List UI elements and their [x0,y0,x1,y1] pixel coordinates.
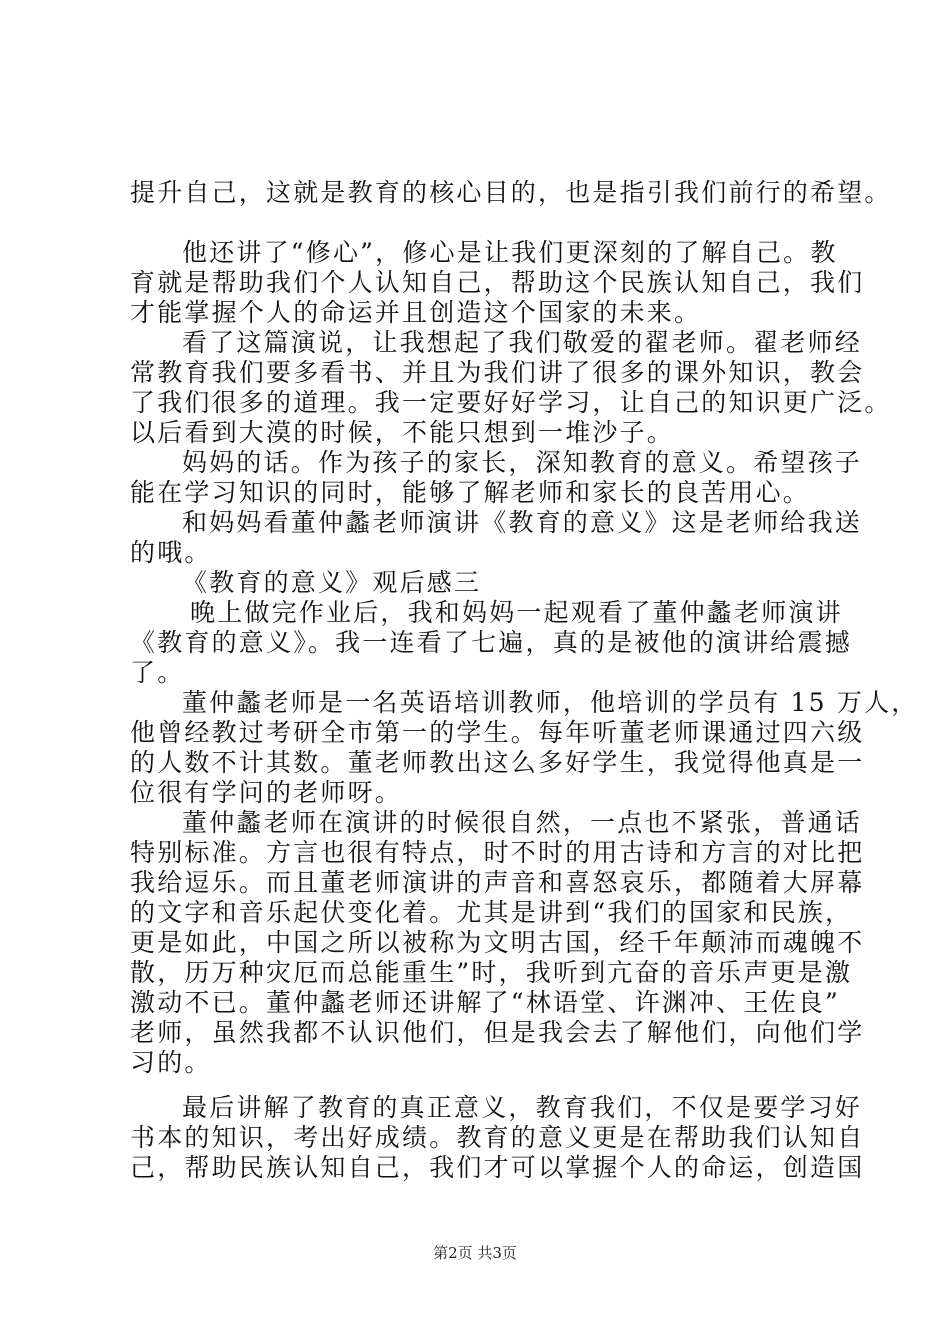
section-heading: 《教育的意义》观后感三 [182,568,482,597]
text-line: 才能掌握个人的命运并且创造这个国家的未来。 [130,298,702,327]
text-line: 他曾经教过考研全市第一的学生。每年听董老师课通过四六级 [130,718,865,747]
page-number-footer: 第2页 共3页 [433,1244,517,1262]
text-line: 习的。 [130,1048,212,1077]
text-line: 更是如此，中国之所以被称为文明古国，经千年颠沛而魂魄不 [130,928,865,957]
text-line: 妈妈的话。作为孩子的家长，深知教育的意义。希望孩子 [182,448,863,477]
text-line: 以后看到大漠的时候，不能只想到一堆沙子。 [130,418,675,447]
text-line: 的文字和音乐起伏变化着。尤其是讲到“我们的国家和民族， [130,898,853,927]
text-line: 位很有学问的老师呀。 [130,778,403,807]
text-line: 晚上做完作业后，我和妈妈一起观看了董仲蠡老师演讲 [190,598,843,627]
text-line: 看了这篇演说，让我想起了我们敬爱的翟老师。翟老师经 [182,328,863,357]
text-line: 和妈妈看董仲蠡老师演讲《教育的意义》这是老师给我送 [182,508,863,537]
text-line: 的人数不计其数。董老师教出这么多好学生，我觉得他真是一 [130,748,865,777]
text-line: 了我们很多的道理。我一定要好好学习，让自己的知识更广泛。 [130,388,892,417]
text-line: 最后讲解了教育的真正意义，教育我们，不仅是要学习好 [182,1093,863,1122]
text-line: 育就是帮助我们个人认知自己，帮助这个民族认知自己，我们 [130,268,865,297]
text-line: 常教育我们要多看书、并且为我们讲了很多的课外知识，教会 [130,358,865,387]
text-line: 董仲蠡老师是一名英语培训教师，他培训的学员有 15 万人， [182,688,919,717]
text-line: 了。 [130,658,185,687]
text-line: 《教育的意义》。我一连看了七遍，真的是被他的演讲给震撼 [130,628,852,657]
text-line: 己，帮助民族认知自己，我们才可以掌握个人的命运，创造国 [130,1153,865,1182]
text-line: 书本的知识，考出好成绩。教育的意义更是在帮助我们认知自 [130,1123,865,1152]
text-line: 特别标准。方言也很有特点，时不时的用古诗和方言的对比把 [130,838,865,867]
text-line: 的哦。 [130,538,212,567]
text-line: 能在学习知识的同时，能够了解老师和家长的良苦用心。 [130,478,811,507]
text-line: 老师，虽然我都不认识他们，但是我会去了解他们，向他们学 [130,1018,865,1047]
text-line: 董仲蠡老师在演讲的时候很自然，一点也不紧张，普通话 [182,808,863,837]
text-line: 我给逗乐。而且董老师演讲的声音和喜怒哀乐，都随着大屏幕 [130,868,865,897]
text-line: 激动不已。董仲蠡老师还讲解了“林语堂、许渊冲、王佐良” [130,988,840,1017]
text-line: 散，历万种灾厄而总能重生”时，我听到亢奋的音乐声更是激 [130,958,853,987]
text-line: 提升自己，这就是教育的核心目的，也是指引我们前行的希望。 [130,178,892,207]
text-line: 他还讲了“修心”，修心是让我们更深刻的了解自己。教 [182,238,838,267]
